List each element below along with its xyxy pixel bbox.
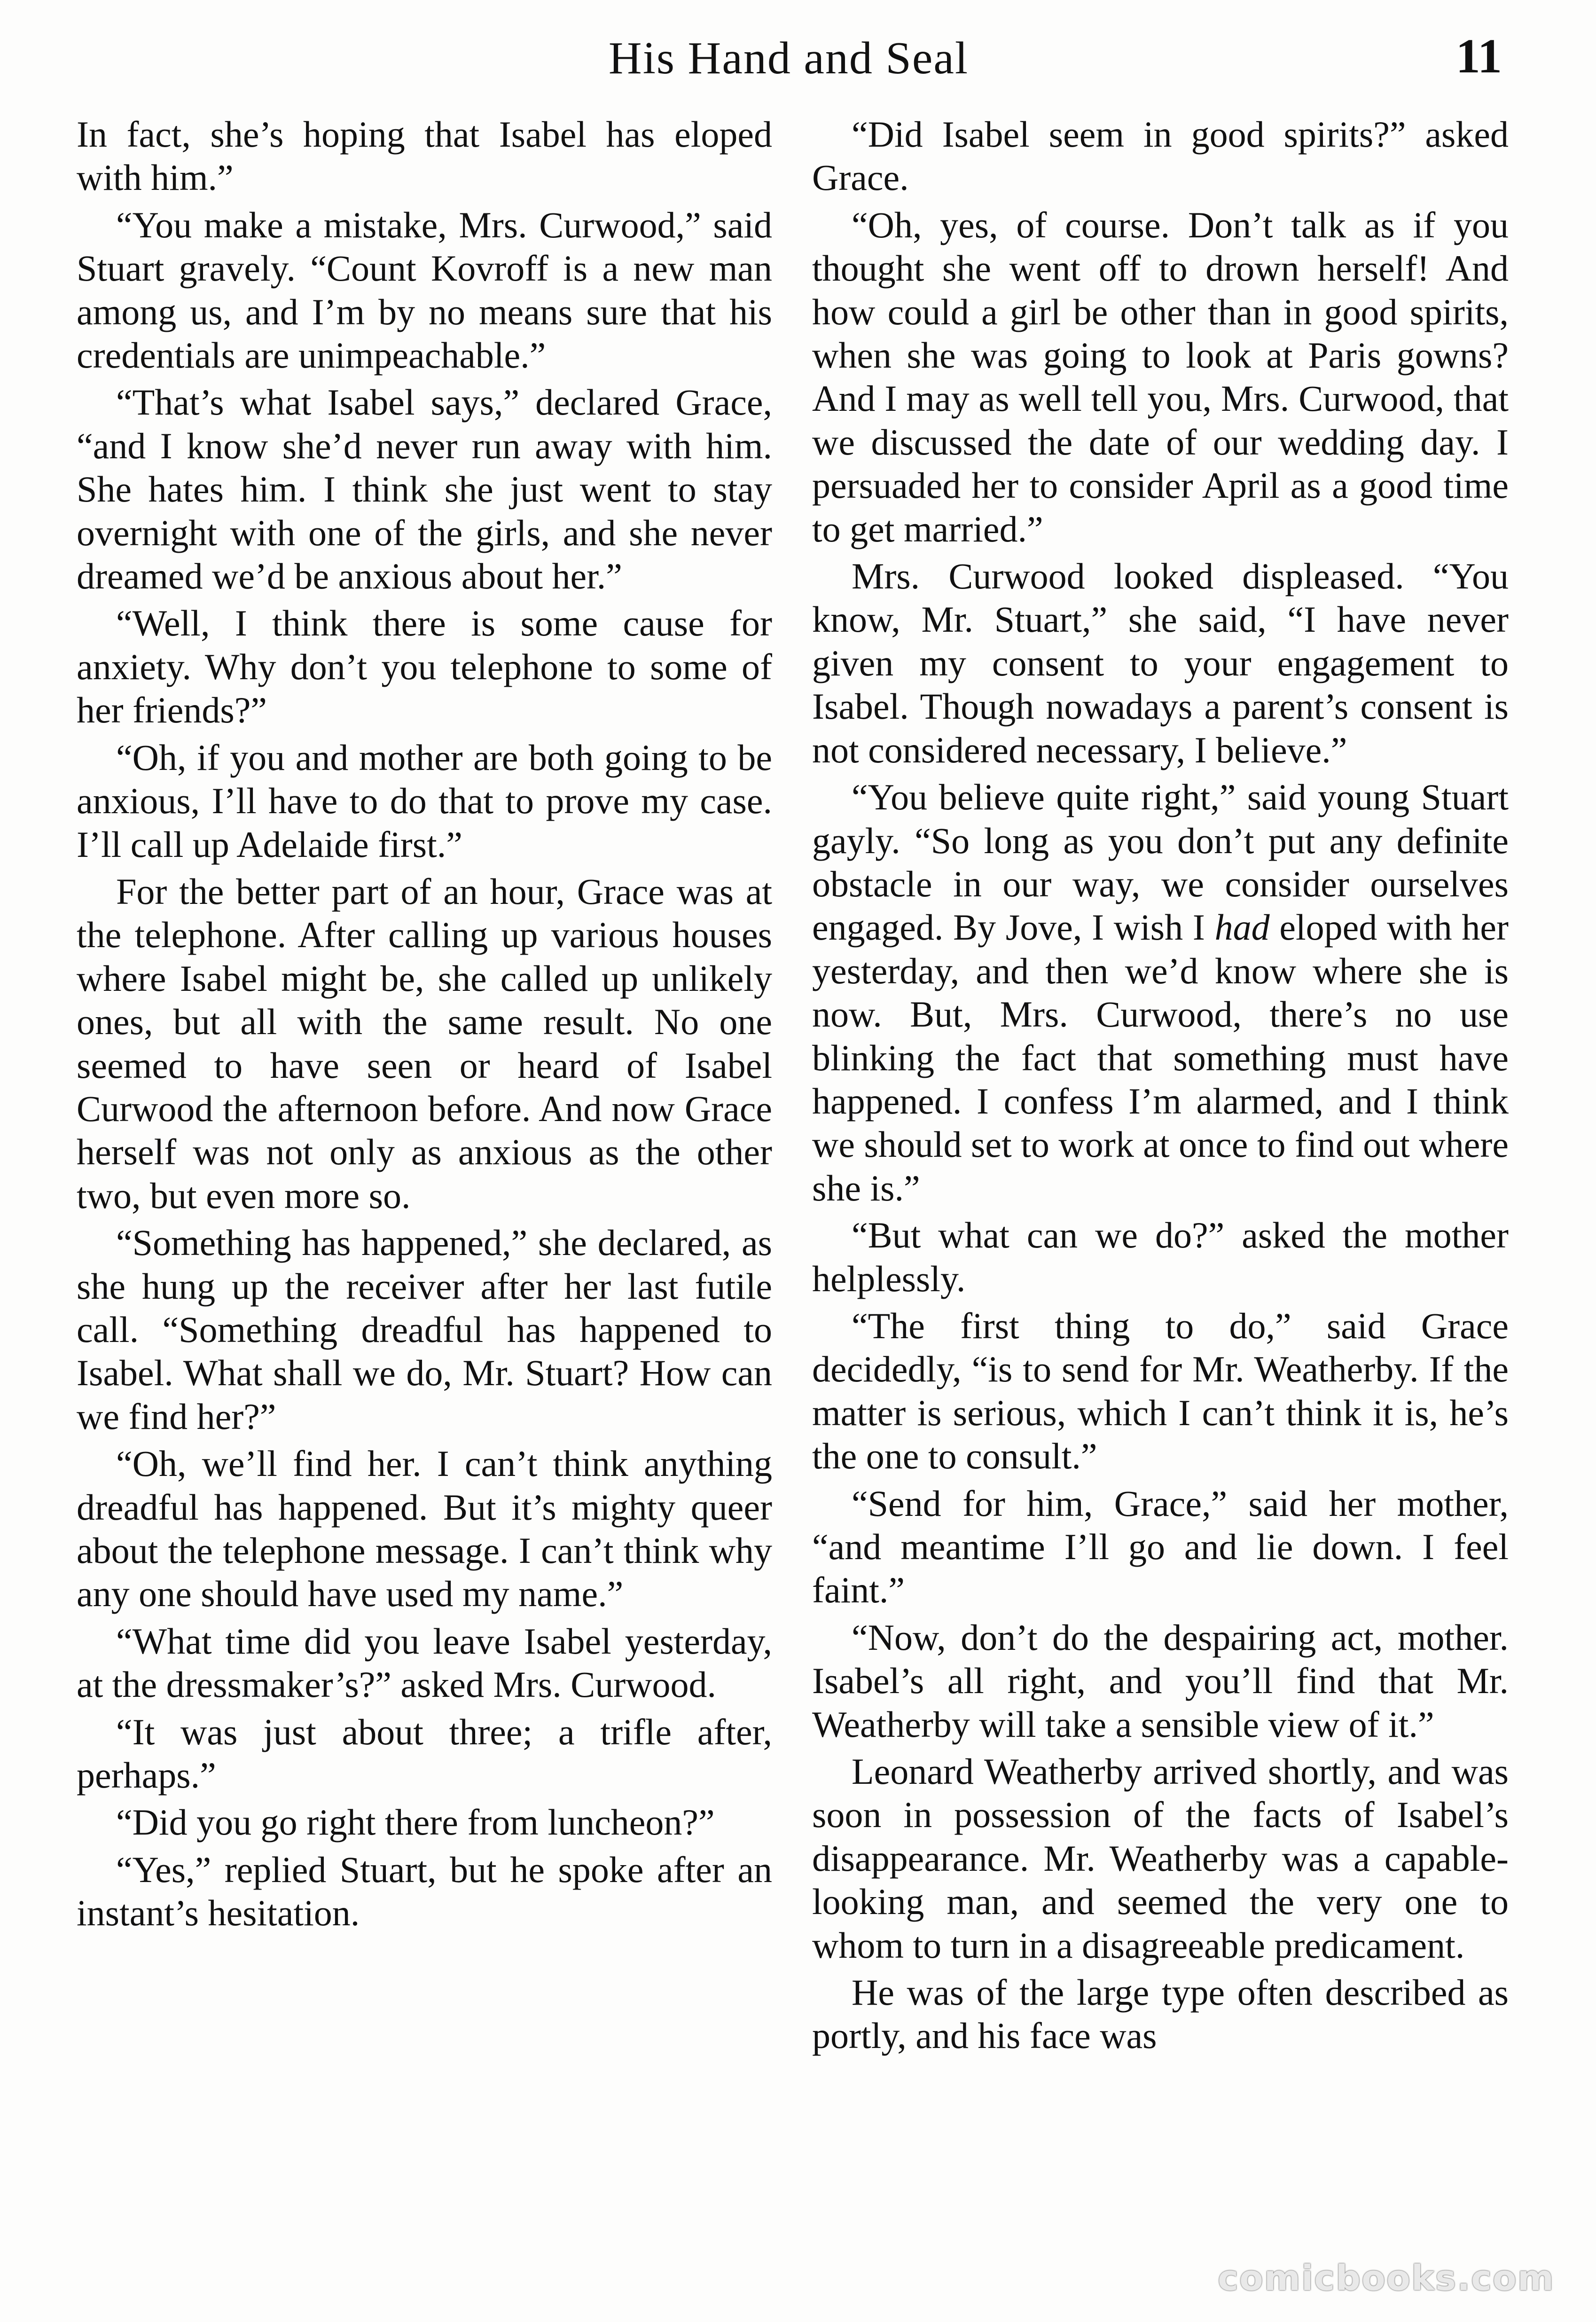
paragraph: “But what can we do?” asked the mother helplessly. [812, 1215, 1509, 1299]
paragraph: “What time did you leave Isabel yesterday, at the dressmaker’s?” asked Mrs. Curwood. [77, 1620, 772, 1705]
page-header [75, 28, 1502, 89]
paragraph: In fact, she’s hoping that Isabel has eloped with him.” [77, 114, 772, 198]
right-column [812, 113, 1509, 2062]
paragraph: For the better part of an hour, Grace was at the telephone. After calling up various houses where Isabel might be, she called up unlikely ones, but all with the same result. No one seemed to have seen or heard of Isabel Curwood the afternoon before. And now Grace herself was not only as anxious as the other two, but even more so. [77, 871, 772, 1216]
paragraph: Mrs. Curwood looked displeased. “You know, Mr. Stuart,” she said, “I have never given my consent to your engagement to Isabel. Though nowadays a parent’s consent is not considered necessary, I believe.” [812, 556, 1509, 770]
paragraph: “It was just about three; a trifle after, perhaps.” [77, 1711, 772, 1796]
paragraph: “That’s what Isabel says,” declared Grace, “and I know she’d never run away with him. She hates him. I think she just went to stay overnight with one of the girls, and she never dreamed we’d be anxious about her.” [77, 382, 772, 597]
paragraph: “Something has happened,” she declared, as she hung up the receiver after her last futile call. “Something dreadful has happened to Isabel. What shall we do, Mr. Stuart? How can we find her?” [77, 1222, 772, 1437]
left-column [77, 113, 772, 1939]
emphasis: had [1214, 907, 1270, 948]
paragraph: “You make a mistake, Mrs. Curwood,” said Stuart gravely. “Count Kovroff is a new man among us, and I’m by no means sure that his credentials are unimpeachable.” [77, 204, 772, 376]
paragraph: “Oh, if you and mother are both going to be anxious, I’ll have to do that to prove my case. I’ll call up Adelaide first.” [77, 737, 772, 865]
paragraph: He was of the large type often described as portly, and his face was [812, 1972, 1509, 2056]
paragraph: “Oh, yes, of course. Don’t talk as if you thought she went off to drown herself! And how could a girl be other than in good spirits, when she was going to look at Paris gowns? And I may as well tell you, Mrs. Curwood, that we discussed the date of our wedding day. I persuaded her to consider April as a good time to get married.” [812, 204, 1509, 549]
watermark: comicbooks.com [1218, 2258, 1555, 2298]
paragraph: “Send for him, Grace,” said her mother, “and meantime I’ll go and lie down. I feel faint.” [812, 1483, 1509, 1611]
paragraph: “Did you go right there from luncheon?” [116, 1802, 715, 1843]
paragraph: “Now, don’t do the despairing act, mother. Isabel’s all right, and you’ll find that Mr. Weatherby will take a sensible view of it.” [812, 1616, 1509, 1745]
page-number: 11 [1455, 29, 1502, 83]
paragraph: “You believe quite right,” said young Stuart gayly. “So long as you don’t put any definite obstacle in our way, we consider ourselves engaged. By Jove, I wish I had eloped with her yesterday, and then we’d know where she is now. But, Mrs. Curwood, there’s no use blinking the fact that something must have happened. I confess I’m alarmed, and I think we should set to work at once to find out where she is.” [812, 777, 1509, 1208]
paragraph: “Yes,” replied Stuart, but he spoke after an instant’s hesitation. [77, 1849, 772, 1934]
paragraph: “The first thing to do,” said Grace decidedly, “is to send for Mr. Weatherby. If the matter is serious, which I can’t think it is, he’s the one to consult.” [812, 1305, 1509, 1477]
running-title: His Hand and Seal [608, 33, 969, 84]
paragraph: Leonard Weatherby arrived shortly, and was soon in possession of the facts of Isabel’s disappearance. Mr. Weatherby was a capable-looking man, and seemed the very one to whom to turn in a disagreeable predicament. [812, 1751, 1509, 1966]
paragraph: “Oh, we’ll find her. I can’t think anything dreadful has happened. But it’s mighty queer about the telephone message. I can’t think why any one should have used my name.” [77, 1443, 772, 1615]
paragraph: “Did Isabel seem in good spirits?” asked Grace. [812, 114, 1509, 198]
paragraph: “Well, I think there is some cause for anxiety. Why don’t you telephone to some of her friends?” [77, 603, 772, 731]
